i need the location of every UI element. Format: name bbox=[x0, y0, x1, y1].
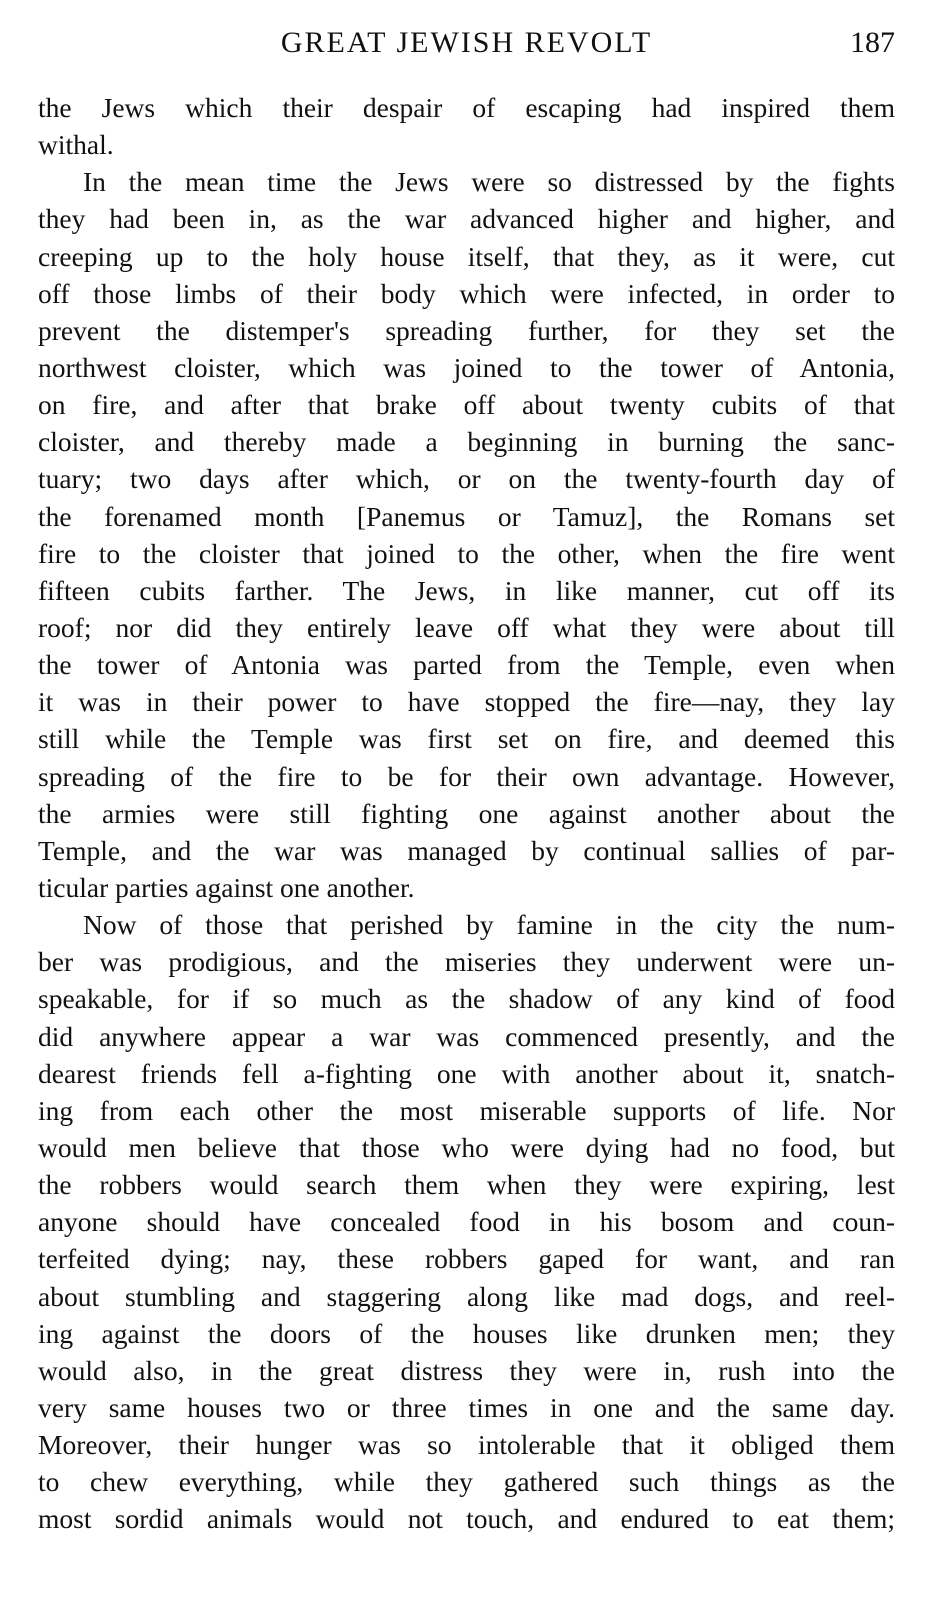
text-line: terfeited dying; nay, these robbers gaped for want, and ran bbox=[38, 1243, 895, 1275]
text-line: spreading of the fire to be for their own advantage. However, bbox=[38, 760, 895, 792]
text-line: they had been in, as the war advanced higher and higher, and bbox=[38, 203, 895, 235]
text-line: Moreover, their hunger was so intolerable that it obliged them bbox=[38, 1429, 895, 1461]
text-line: withal. bbox=[38, 129, 114, 161]
text-line: would men believe that those who were dying had no food, but bbox=[38, 1131, 895, 1163]
text-line: the forenamed month [Panemus or Tamuz], the Romans set bbox=[38, 500, 895, 532]
paragraph bbox=[38, 89, 895, 163]
text-line: off those limbs of their body which were infected, in order to bbox=[38, 277, 895, 309]
text-line: to chew everything, while they gathered such things as the bbox=[38, 1466, 895, 1498]
text-line: ing from each other the most miserable supports of life. Nor bbox=[38, 1094, 895, 1126]
text-line: dearest friends fell a-fighting one with another about it, snatch- bbox=[38, 1057, 895, 1089]
text-line: fifteen cubits farther. The Jews, in like manner, cut off its bbox=[38, 574, 895, 606]
text-line: roof; nor did they entirely leave off what they were about till bbox=[38, 611, 895, 643]
text-line: ticular parties against one another. bbox=[38, 871, 415, 903]
text-line: the armies were still fighting one against another about the bbox=[38, 797, 895, 829]
text-line: northwest cloister, which was joined to the tower of Antonia, bbox=[38, 351, 895, 383]
page-number: 187 bbox=[850, 26, 895, 59]
paragraph bbox=[38, 906, 895, 1537]
text-line: about stumbling and staggering along like mad dogs, and reel- bbox=[38, 1280, 895, 1312]
text-line: ing against the doors of the houses like drunken men; they bbox=[38, 1317, 895, 1349]
text-line: would also, in the great distress they were in, rush into the bbox=[38, 1354, 895, 1386]
text-line: speakable, for if so much as the shadow of any kind of food bbox=[38, 983, 895, 1015]
text-line: prevent the distemper's spreading further, for they set the bbox=[38, 314, 895, 346]
text-line: tuary; two days after which, or on the twenty-fourth day of bbox=[38, 463, 895, 495]
text-line: fire to the cloister that joined to the other, when the fire went bbox=[38, 537, 895, 569]
text-line: on fire, and after that brake off about twenty cubits of that bbox=[38, 389, 895, 421]
paragraph bbox=[38, 163, 895, 906]
text-line: In the mean time the Jews were so distressed by the fights bbox=[83, 166, 895, 198]
text-line: creeping up to the holy house itself, that they, as it were, cut bbox=[38, 240, 895, 272]
page-header bbox=[38, 26, 895, 66]
text-line: still while the Temple was first set on fire, and deemed this bbox=[38, 723, 895, 755]
text-line: Now of those that perished by famine in the city the num- bbox=[83, 909, 895, 941]
text-line: the Jews which their despair of escaping had inspired them bbox=[38, 92, 895, 123]
running-title: GREAT JEWISH REVOLT bbox=[280, 26, 653, 59]
text-line: Temple, and the war was managed by continual sallies of par- bbox=[38, 834, 895, 866]
text-line: ber was prodigious, and the miseries they underwent were un- bbox=[38, 946, 895, 978]
text-line: it was in their power to have stopped the fire—nay, they lay bbox=[38, 686, 895, 718]
text-line: the tower of Antonia was parted from the Temple, even when bbox=[38, 649, 895, 681]
text-line: the robbers would search them when they were expiring, lest bbox=[38, 1169, 895, 1201]
text-line: did anywhere appear a war was commenced presently, and the bbox=[38, 1020, 895, 1052]
text-line: cloister, and thereby made a beginning in burning the sanc- bbox=[38, 426, 895, 458]
text-line: most sordid animals would not touch, and endured to eat them; bbox=[38, 1503, 895, 1535]
text-line: very same houses two or three times in one and the same day. bbox=[38, 1391, 895, 1423]
text-line: anyone should have concealed food in his bosom and coun- bbox=[38, 1206, 895, 1238]
body-text bbox=[38, 89, 895, 1537]
